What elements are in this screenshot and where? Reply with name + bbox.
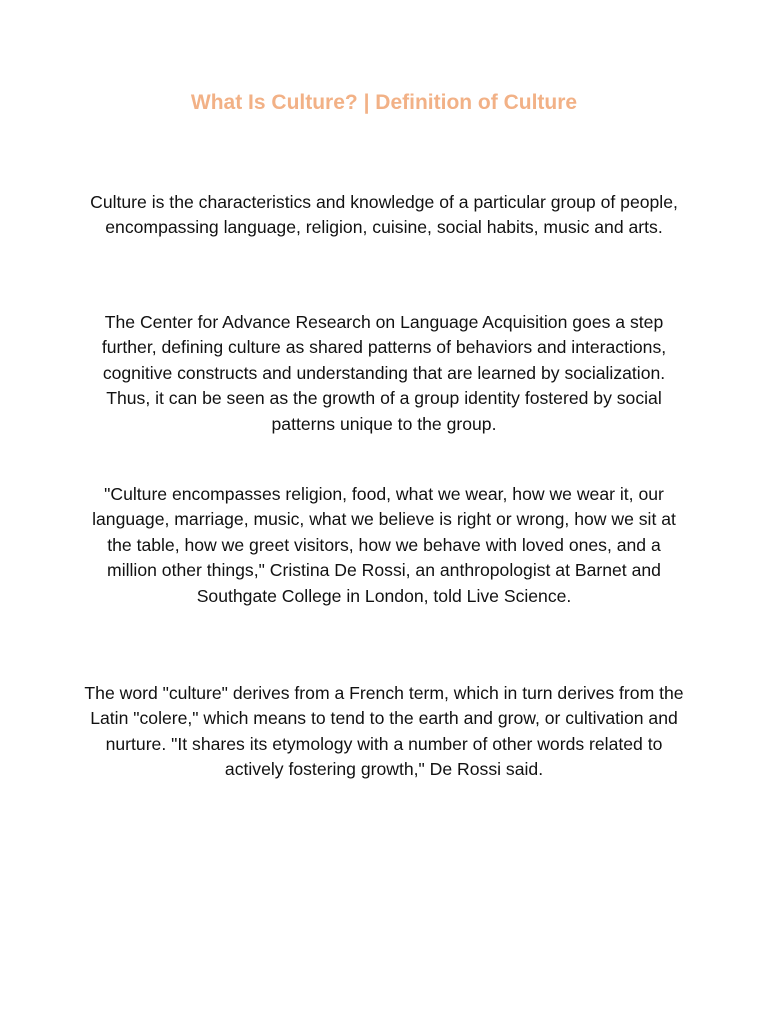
paragraph-definition: Culture is the characteristics and knowledge of a particular group of people, encompassing language, religion, cuisine, social habits, music and arts.: [90, 191, 678, 238]
paragraph-carla-definition: The Center for Advance Research on Language Acquisition goes a step further, defining culture as shared patterns of behaviors and interactions, cognitive constructs and understanding that are learned by socialization. Thus, it can be seen as the growth of a group identity fostered by social patterns unique to the group.: [101, 311, 667, 434]
paragraph-etymology: The word "culture" derives from a French term, which in turn derives from the Latin "colere," which means to tend to the earth and grow, or cultivation and nurture. "It shares its etymology with a number of other words related to actively fostering growth," De Rossi said.: [84, 682, 684, 780]
paragraph-quote: "Culture encompasses religion, food, what we wear, how we wear it, our language, marriage, music, what we believe is right or wrong, how we sit at the table, how we greet visitors, how we behave with loved ones, and a million other things," Cristina De Rossi, an anthropologist at Barnet and Southgate College in London, told Live Science.: [92, 483, 676, 606]
page-title: What Is Culture? | Definition of Culture: [190, 91, 578, 114]
